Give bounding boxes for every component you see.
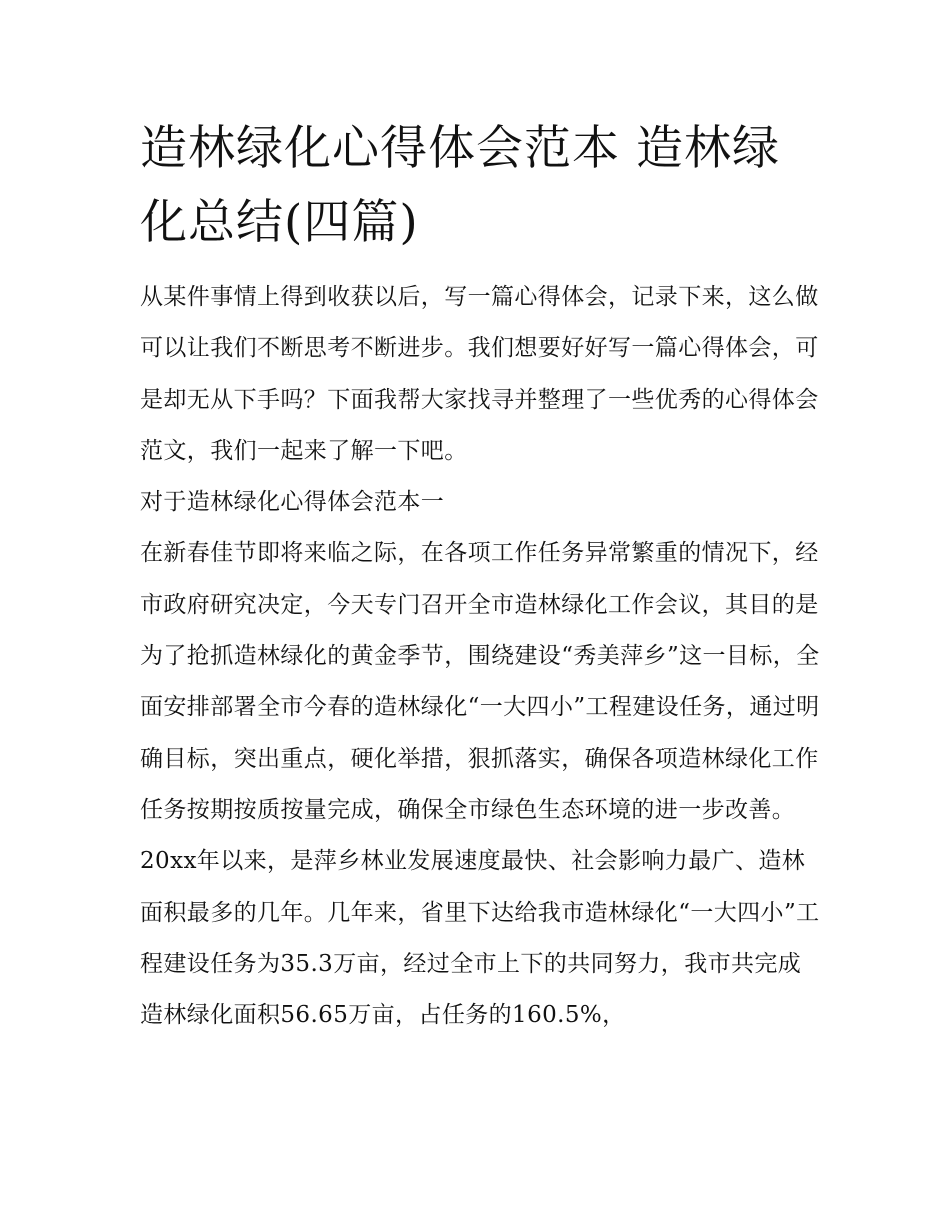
body-paragraph-1: 在新春佳节即将来临之际，在各项工作任务异常繁重的情况下，经市政府研究决定，今天专门召开全市造林绿化工作会议，其目的是为了抢抓造林绿化的黄金季节，围绕建设“秀美萍乡”这一目标，全面安排部署全市今春的造林绿化“一大四小”工程建设任务，通过明确目标，突出重点，硬化举措，狠抓落实，确保各项造林绿化工作任务按期按质按量完成，确保全市绿色生态环境的进一步改善。 [140, 540, 820, 823]
document-page [140, 112, 820, 1041]
body-paragraph-2: 20xx年以来，是萍乡林业发展速度最快、社会影响力最广、造林面积最多的几年。几年来，省里下达给我市造林绿化“一大四小”工程建设任务为35.3万亩，经过全市上下的共同努力，我市共完成造林绿化面积56.65万亩，占任务的160.5%， [140, 848, 820, 1029]
document-title: 造林绿化心得体会范本 造林绿化总结(四篇) [140, 121, 780, 250]
intro-paragraph: 从某件事情上得到收获以后，写一篇心得体会，记录下来，这么做可以让我们不断思考不断进步。我们想要好好写一篇心得体会，可是却无从下手吗？下面我帮大家找寻并整理了一些优秀的心得体会范文，我们一起来了解一下吧。 [140, 284, 819, 464]
section-heading: 对于造林绿化心得体会范本一 [140, 489, 445, 516]
